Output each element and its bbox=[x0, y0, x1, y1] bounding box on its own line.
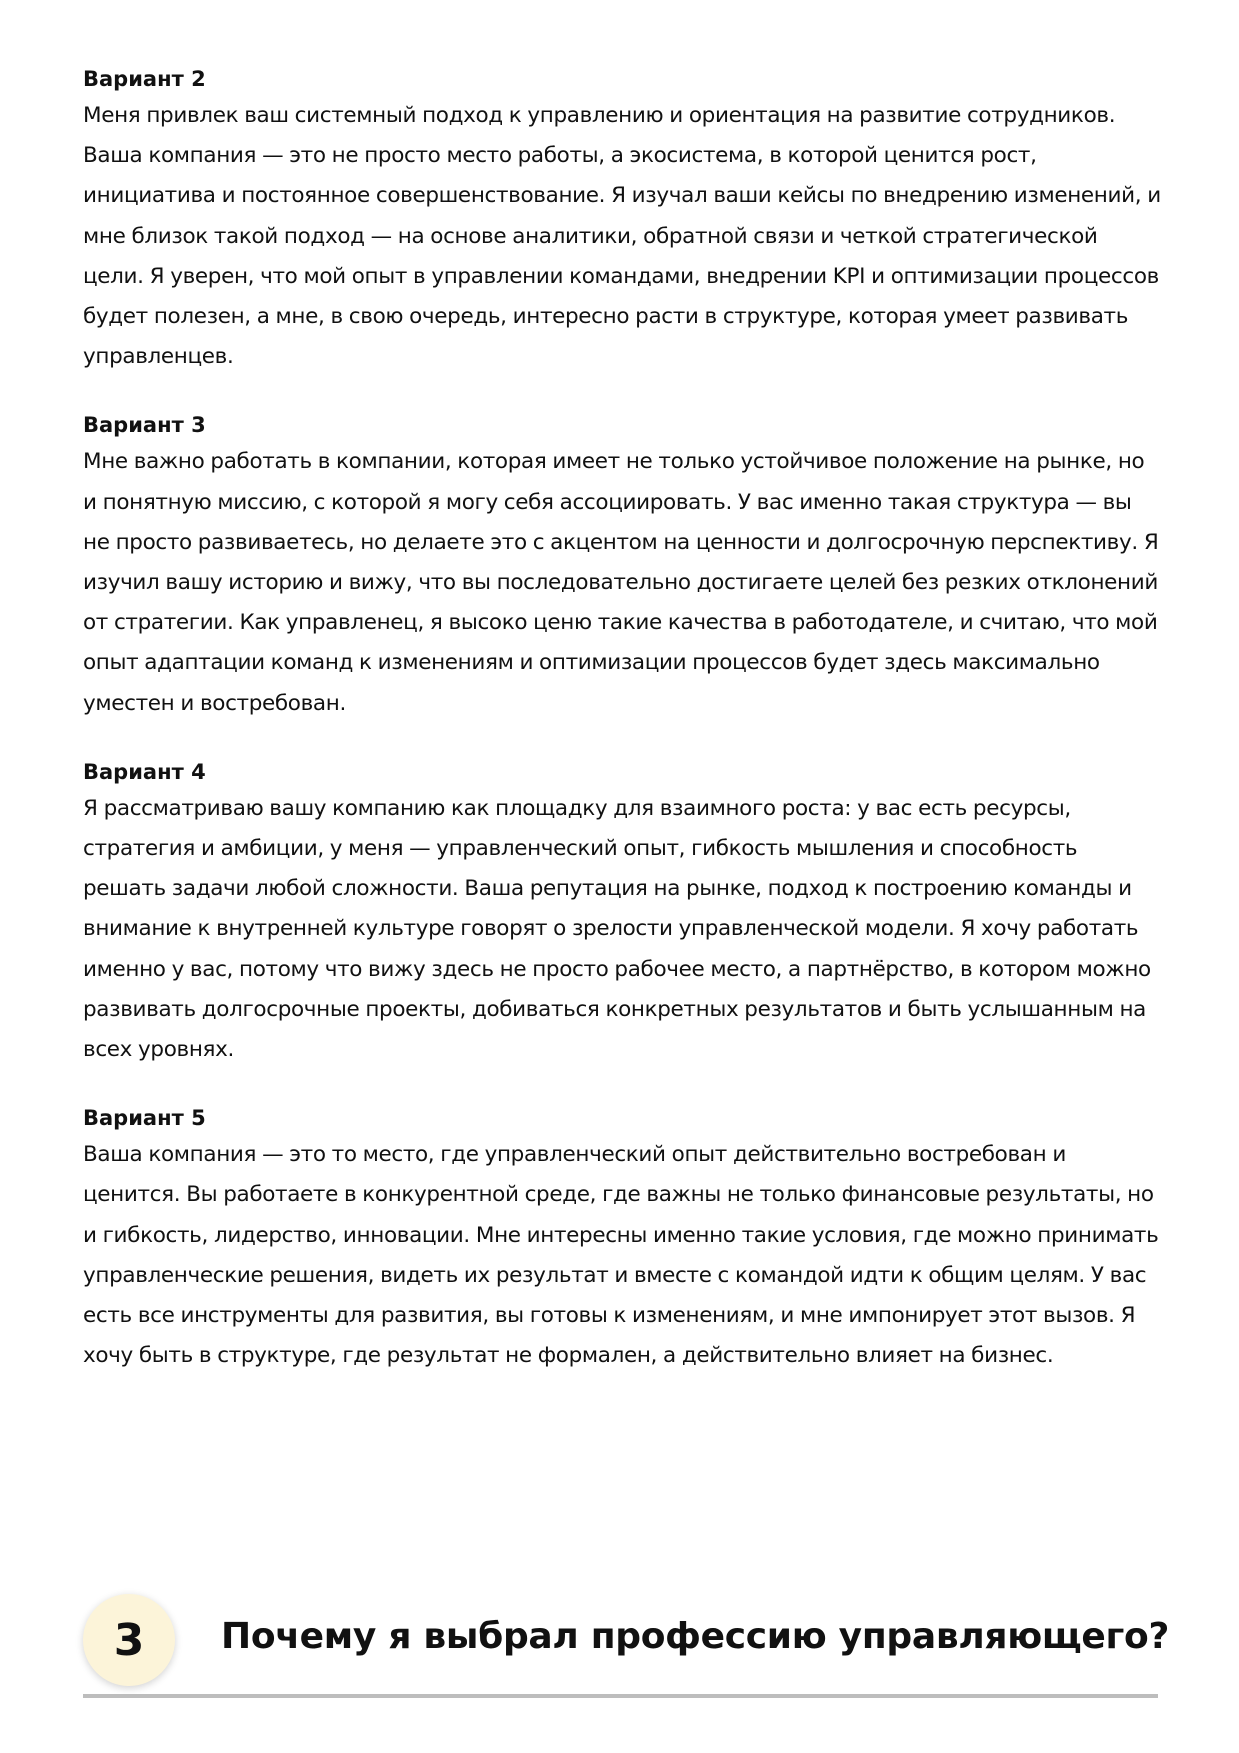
variant-block bbox=[83, 408, 1163, 723]
section-number-badge: 3 bbox=[83, 1594, 175, 1686]
variant-block bbox=[83, 1101, 1163, 1376]
variant-title: Вариант 5 bbox=[83, 1106, 206, 1131]
variant-text: Мне важно работать в компании, которая имеет не только устойчивое положение на рынке, но и понятную миссию, с которой я могу себя ассоциировать. У вас именно такая структура — вы не просто развиваетесь, но делаете это с акцентом на ценности и долгосрочную перспективу. Я изучил вашу историю и вижу, что вы последовательно достигаете целей без резких отклонений от стратегии. Как управленец, я высоко ценю такие качества в работодателе, и считаю, что мой опыт адаптации команд к изменениям и оптимизации процессов будет здесь максимально уместен и востребован. bbox=[83, 449, 1159, 716]
section-title: Почему я выбрал профессию управляющего? bbox=[221, 1616, 1170, 1657]
variant-text: Ваша компания — это то место, где управленческий опыт действительно востребован и ценится. Вы работаете в конкурентной среде, где важны не только финансовые результаты, но и гибкость, лидерство, инновации. Мне интересны именно такие условия, где можно принимать управленческие решения, видеть их результат и вместе с командой идти к общим целям. У вас есть все инструменты для развития, вы готовы к изменениям, и мне импонирует этот вызов. Я хочу быть в структуре, где результат не формален, а действительно влияет на бизнес. bbox=[83, 1142, 1159, 1369]
variant-title: Вариант 4 bbox=[83, 759, 206, 784]
variant-text: Я рассматриваю вашу компанию как площадку для взаимного роста: у вас есть ресурсы, стратегия и амбиции, у меня — управленческий опыт, гибкость мышления и способность решать задачи любой сложности. Ваша репутация на рынке, подход к построению команды и внимание к внутренней культуре говорят о зрелости управленческой модели. Я хочу работать именно у вас, потому что вижу здесь не просто рабочее место, а партнёрство, в котором можно развивать долгосрочные проекты, добиваться конкретных результатов и быть услышанным на всех уровнях. bbox=[83, 795, 1151, 1063]
section-divider bbox=[83, 1694, 1158, 1698]
document-body bbox=[83, 62, 1163, 1407]
variant-block bbox=[83, 755, 1163, 1070]
section-header bbox=[83, 1594, 1170, 1686]
variant-block bbox=[83, 62, 1163, 377]
variant-title: Вариант 2 bbox=[83, 67, 206, 91]
variant-title: Вариант 3 bbox=[83, 413, 206, 438]
variant-text: Меня привлек ваш системный подход к управлению и ориентация на развитие сотрудников. Ваша компания — это не просто место работы, а экосистема, в которой ценится рост, инициатива и постоянное совершенствование. Я изучал ваши кейсы по внедрению изменений, и мне близок такой подход — на основе аналитики, обратной связи и четкой стратегической цели. Я уверен, что мой опыт в управлении командами, внедрении KPI и оптимизации процессов будет полезен, а мне, в свою очередь, интересно расти в структуре, которая умеет развивать управленцев. bbox=[83, 103, 1161, 370]
